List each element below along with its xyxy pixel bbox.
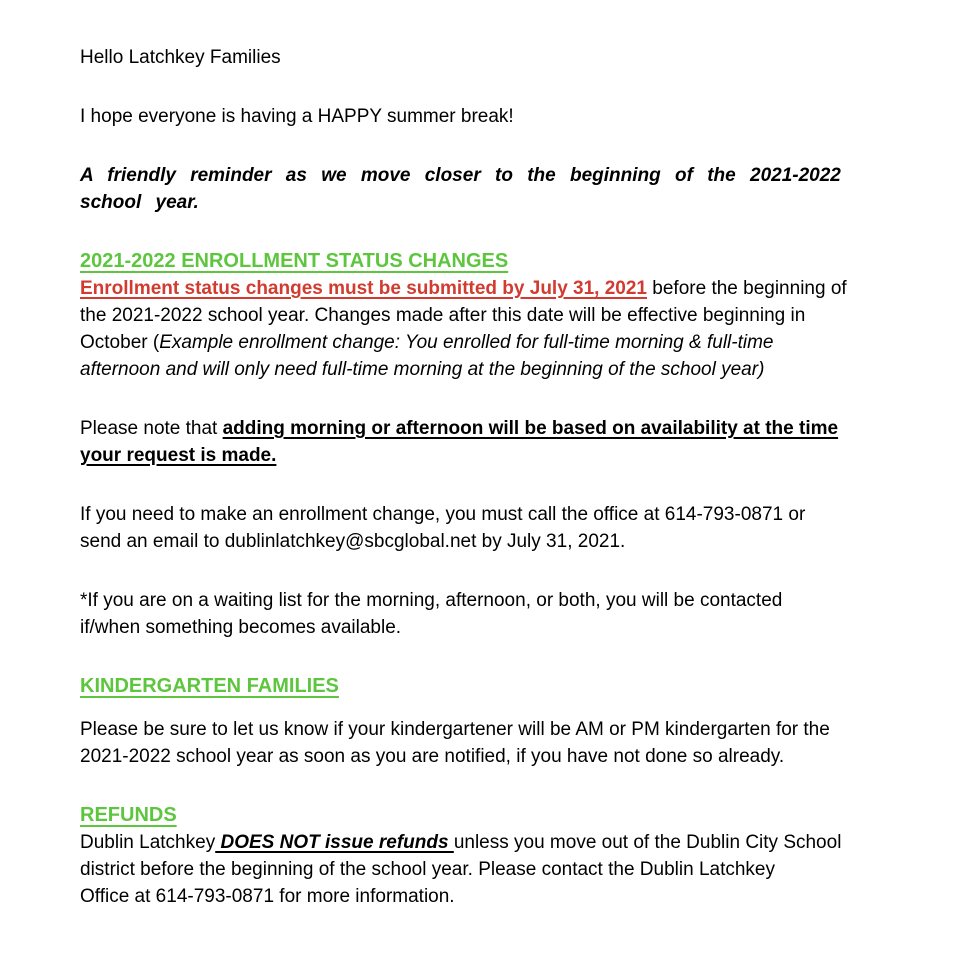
greeting-text: Hello Latchkey Families	[80, 47, 281, 68]
refunds-line2: district before the beginning of the school year. Please contact the Dublin Latchkey	[80, 859, 775, 880]
reminder-line2: school year.	[80, 192, 199, 213]
contact-line2: send an email to dublinlatchkey@sbcglobal.net by July 31, 2021.	[80, 531, 626, 552]
enrollment-example-line1: Example enrollment change: You enrolled for full-time morning & full-time	[159, 332, 774, 353]
waitlist-line2: if/when something becomes available.	[80, 617, 402, 638]
enrollment-line3-prefix: October (	[80, 332, 160, 353]
enrollment-example-line2: afternoon and will only need full-time morning at the beginning of the school year)	[80, 359, 765, 380]
availability-note-paragraph	[80, 415, 916, 469]
note-emphasis-line1: adding morning or afternoon will be based on availability at the time	[222, 418, 839, 439]
waitlist-paragraph	[80, 587, 916, 641]
kindergarten-line1: Please be sure to let us know if your kindergartener will be AM or PM kindergarten for the	[80, 719, 830, 740]
enrollment-line2: the 2021-2022 school year. Changes made after this date will be effective beginning in	[80, 305, 806, 326]
kindergarten-section-heading: KINDERGARTEN FAMILIES	[80, 675, 339, 697]
reminder-line1: A friendly reminder as we move closer to the beginning of the 2021-2022	[80, 165, 841, 186]
enrollment-paragraph	[80, 275, 916, 383]
refunds-line3: Office at 614-793-0871 for more information.	[80, 886, 455, 907]
refunds-section-heading: REFUNDS	[80, 804, 177, 826]
enrollment-after-deadline: before the beginning of	[647, 278, 847, 299]
note-prefix: Please note that	[80, 418, 223, 439]
note-emphasis-line2: your request is made.	[80, 445, 277, 466]
contact-line1: If you need to make an enrollment change, you must call the office at 614-793-0871 or	[80, 504, 806, 525]
refunds-emphasis: DOES NOT issue refunds	[215, 832, 454, 853]
contact-paragraph	[80, 501, 916, 555]
enrollment-section-heading: 2021-2022 ENROLLMENT STATUS CHANGES	[80, 250, 509, 272]
waitlist-line1: *If you are on a waiting list for the morning, afternoon, or both, you will be contacted	[80, 590, 783, 611]
kindergarten-paragraph	[80, 716, 916, 770]
reminder-paragraph	[80, 162, 916, 216]
kindergarten-line2: 2021-2022 school year as soon as you are notified, if you have not done so already.	[80, 746, 785, 767]
refunds-paragraph	[80, 829, 916, 910]
refunds-prefix: Dublin Latchkey	[80, 832, 216, 853]
refunds-line1-rest: unless you move out of the Dublin City School	[453, 832, 842, 853]
intro-text: I hope everyone is having a HAPPY summer break!	[80, 106, 514, 127]
enrollment-deadline-alert: Enrollment status changes must be submitted by July 31, 2021	[80, 278, 648, 299]
